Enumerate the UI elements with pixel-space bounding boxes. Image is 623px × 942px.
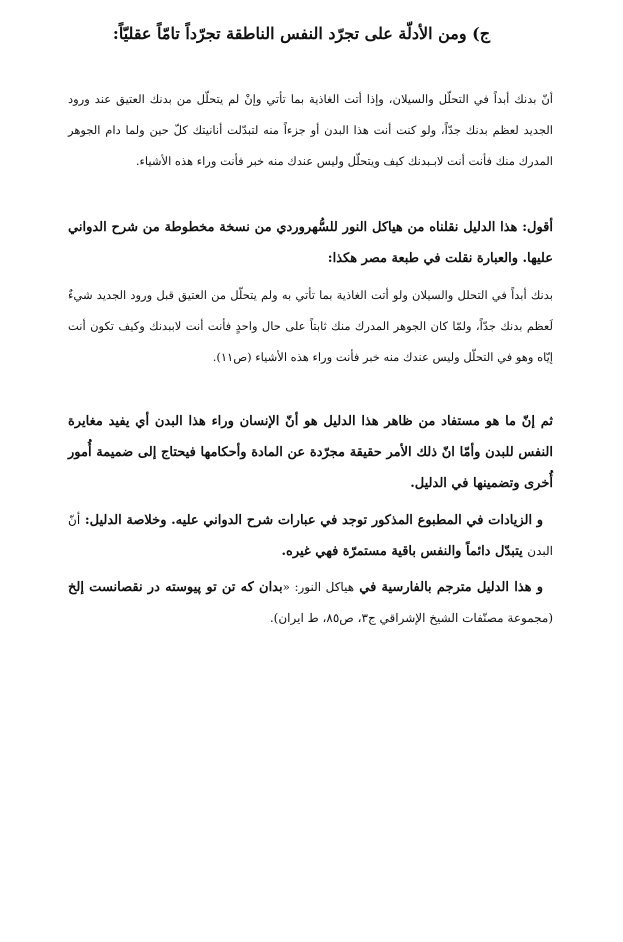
paragraph-plain-text: هياكل النور: « bbox=[282, 580, 355, 594]
commentary-paragraph-4 bbox=[68, 572, 553, 634]
paragraph-text: هذا الدليل نقلناه من هياكل النور للسُّهروردي من نسخة مخطوطة من شرح الدواني عليها. والعبارة نقلت في طبعة مصر هكذا: bbox=[68, 220, 553, 266]
section-heading: ج) ومن الأدلّة على تجرّد النفس الناطقة تجرّداً تامّاً عقليّاً: bbox=[112, 24, 491, 43]
paragraph-lead: أقول: bbox=[517, 220, 554, 235]
paragraph-text: و الزيادات في المطبوع المذكور توجد في عبارات شرح الدواني عليه. وخلاصة الدليل: bbox=[80, 513, 543, 528]
quote-paragraph-1: أنّ بدنك أبداً في التحلّل والسيلان، وإذا أتت الغاذية بما تأتي وإنْ لم يتحلّل من بدنك العتيق عند ورود الجديد لعظم بدنك جدّاً، ولو كنت أنت هذا البدن أو جزءاً منه لتبدّلت أنانيتك كلّ حين ولما دام الجوهر المدرك منك فأنت أنت لابـبدنك كيف ويتحلّل وليس عندك منه خبر فأنت وراء هذه الأشياء. bbox=[68, 92, 554, 168]
commentary-paragraph-3 bbox=[68, 505, 553, 567]
paragraph-tail: بدان كه تن تو پيوسته در نقصانست إلخ bbox=[68, 580, 283, 595]
quote-paragraph-2: بدنك أبداً في التحلل والسيلان ولو أتت الغاذية بما تأتي به ولم يتحلّل من العتيق قبل ورود الجديد شيءٌ لَعظم بدنك جدّاً، ولمّا كان الجوهر المدرك منك ثابتاً على حال واحدٍ فأنت أنت لاببدنك وكيف تكون أنت إيّاه وهو في التحلّل وليس عندك منه خبر فأنت وراء هذه الأشياء (ص١١). bbox=[68, 288, 553, 364]
paragraph-plain-text: أنّ البدن bbox=[68, 513, 553, 558]
paragraph-tail: يتبدّل دائماً والنفس باقية مستمرّة فهي غيره. bbox=[281, 544, 528, 559]
reference-citation: (مجموعة مصنّفات الشيخ الإشراقي ج٣، ص٨٥، ط ايران). bbox=[269, 611, 553, 625]
commentary-paragraph-1 bbox=[68, 212, 553, 274]
commentary-paragraph-2: ثم إنّ ما هو مستفاد من ظاهر هذا الدليل هو أنّ الإنسان وراء هذا البدن أي يفيد مغايرة النفس للبدن وأمّا انّ ذلك الأمر حقيقة مجرّدة عن المادة وأحكامها فيحتاج إلى ضميمة أُمور أُخرى وتضمينها في الدليل. bbox=[68, 414, 553, 491]
paragraph-text: و هذا الدليل مترجم بالفارسية في bbox=[354, 580, 543, 595]
